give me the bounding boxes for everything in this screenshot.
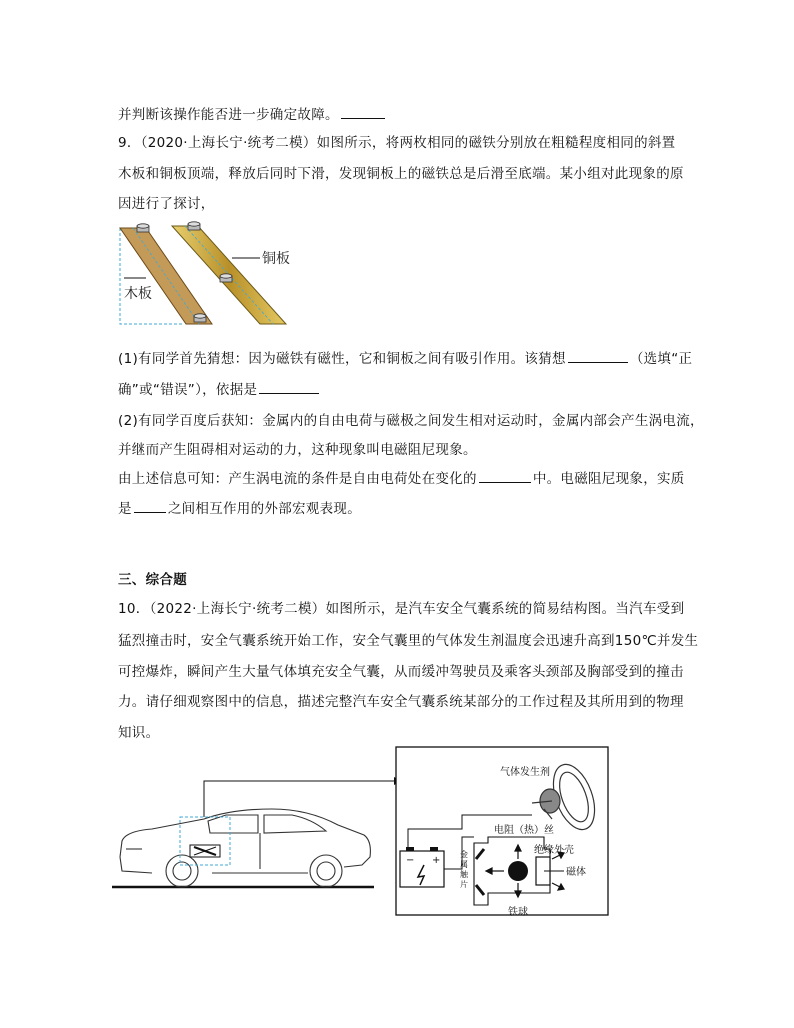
gas-generator-label: 气体发生剂 (500, 767, 550, 778)
q9-part2-line-1: (2)有同学百度后获知：金属内的自由电荷与磁极之间发生相对运动时，金属内部会产生涡电流， (118, 413, 704, 429)
iron-ball-icon (508, 861, 528, 881)
q9-part1-line-2 (118, 378, 321, 398)
line-continuation (118, 103, 387, 123)
q9-part1-line-1 (118, 347, 692, 367)
question-10-line-5: 知识。 (118, 725, 160, 741)
question-10-line-4: 力。请仔细观察图中的信息，描述完整汽车安全气囊系统某部分的工作过程及其所用到的物理 (118, 694, 684, 710)
q9-part2-line-3 (118, 467, 685, 487)
answer-blank[interactable] (479, 470, 531, 483)
q9-part2-line-4 (118, 497, 361, 517)
svg-text:+: + (432, 855, 441, 866)
copper-label: 铜板 (262, 251, 290, 267)
answer-blank[interactable] (341, 106, 385, 119)
magnet-label: 磁体 (566, 867, 586, 878)
question-10-line-1: 10．（2022·上海长宁·统考二模）如图所示，是汽车安全气囊系统的简易结构图。当汽车受到 (118, 601, 685, 617)
text: 中。电磁阻尼现象，实质 (532, 471, 685, 487)
magnet-wood-top (137, 224, 149, 232)
answer-blank[interactable] (134, 500, 166, 513)
metal-label-4: 片 (460, 880, 468, 889)
question-10-line-2: 猛烈撞击时，安全气囊系统开始工作，安全气囊里的气体发生剂温度会迅速升高到150℃并发生 (118, 633, 699, 649)
question-10-line-3: 可控爆炸，瞬间产生大量气体填充安全气囊，从而缓冲驾驶员及乘客头颈部及胸部受到的撞击 (118, 664, 684, 680)
metal-label-2: 属 (460, 860, 468, 869)
insulation-label: 绝缘外壳 (534, 845, 574, 856)
text: (1)有同学首先猜想：因为磁铁有磁性，它和铜板之间有吸引作用。该猜想 (118, 351, 566, 367)
battery-icon (400, 847, 444, 887)
answer-blank[interactable] (259, 381, 319, 394)
text: 确”或“错误”），依据是 (118, 382, 258, 398)
wood-label: 木板 (124, 286, 152, 302)
magnet-copper-middle (220, 274, 232, 282)
section-heading: 三、综合题 (118, 572, 187, 588)
metal-label-1: 金 (460, 850, 468, 859)
question-9-line-1: 9．（2020·上海长宁·统考二模）如图所示，将两枚相同的磁铁分别放在粗糙程度相同的斜置 (118, 135, 676, 151)
metal-label-3: 触 (460, 870, 468, 879)
text: 是 (118, 501, 132, 517)
text: （选填“正 (629, 351, 693, 367)
magnet-wood-bottom (194, 314, 206, 322)
svg-text:−: − (406, 855, 415, 866)
resistance-wire-label: 电阻（热）丝 (494, 825, 554, 836)
magnet-copper-top (188, 222, 200, 230)
text: 由上述信息可知：产生涡电流的条件是自由电荷处在变化的 (118, 471, 477, 487)
question-9-line-2: 木板和铜板顶端，释放后同时下滑，发现铜板上的磁铁总是后滑至底端。某小组对此现象的原 (118, 166, 684, 182)
focus-box (180, 817, 230, 865)
q9-part2-line-2: 并继而产生阻碍相对运动的力，这种现象叫电磁阻尼现象。 (118, 442, 477, 458)
iron-ball-label: 铁球 (508, 907, 528, 918)
car-icon (120, 809, 370, 887)
text: 并判断该操作能否进一步确定故障。 (118, 107, 339, 123)
boards-figure (112, 220, 302, 330)
text: 之间相互作用的外部宏观表现。 (167, 501, 362, 517)
airbag-figure (112, 745, 612, 920)
answer-blank[interactable] (568, 350, 628, 363)
question-9-line-3: 因进行了探讨， (118, 196, 215, 212)
